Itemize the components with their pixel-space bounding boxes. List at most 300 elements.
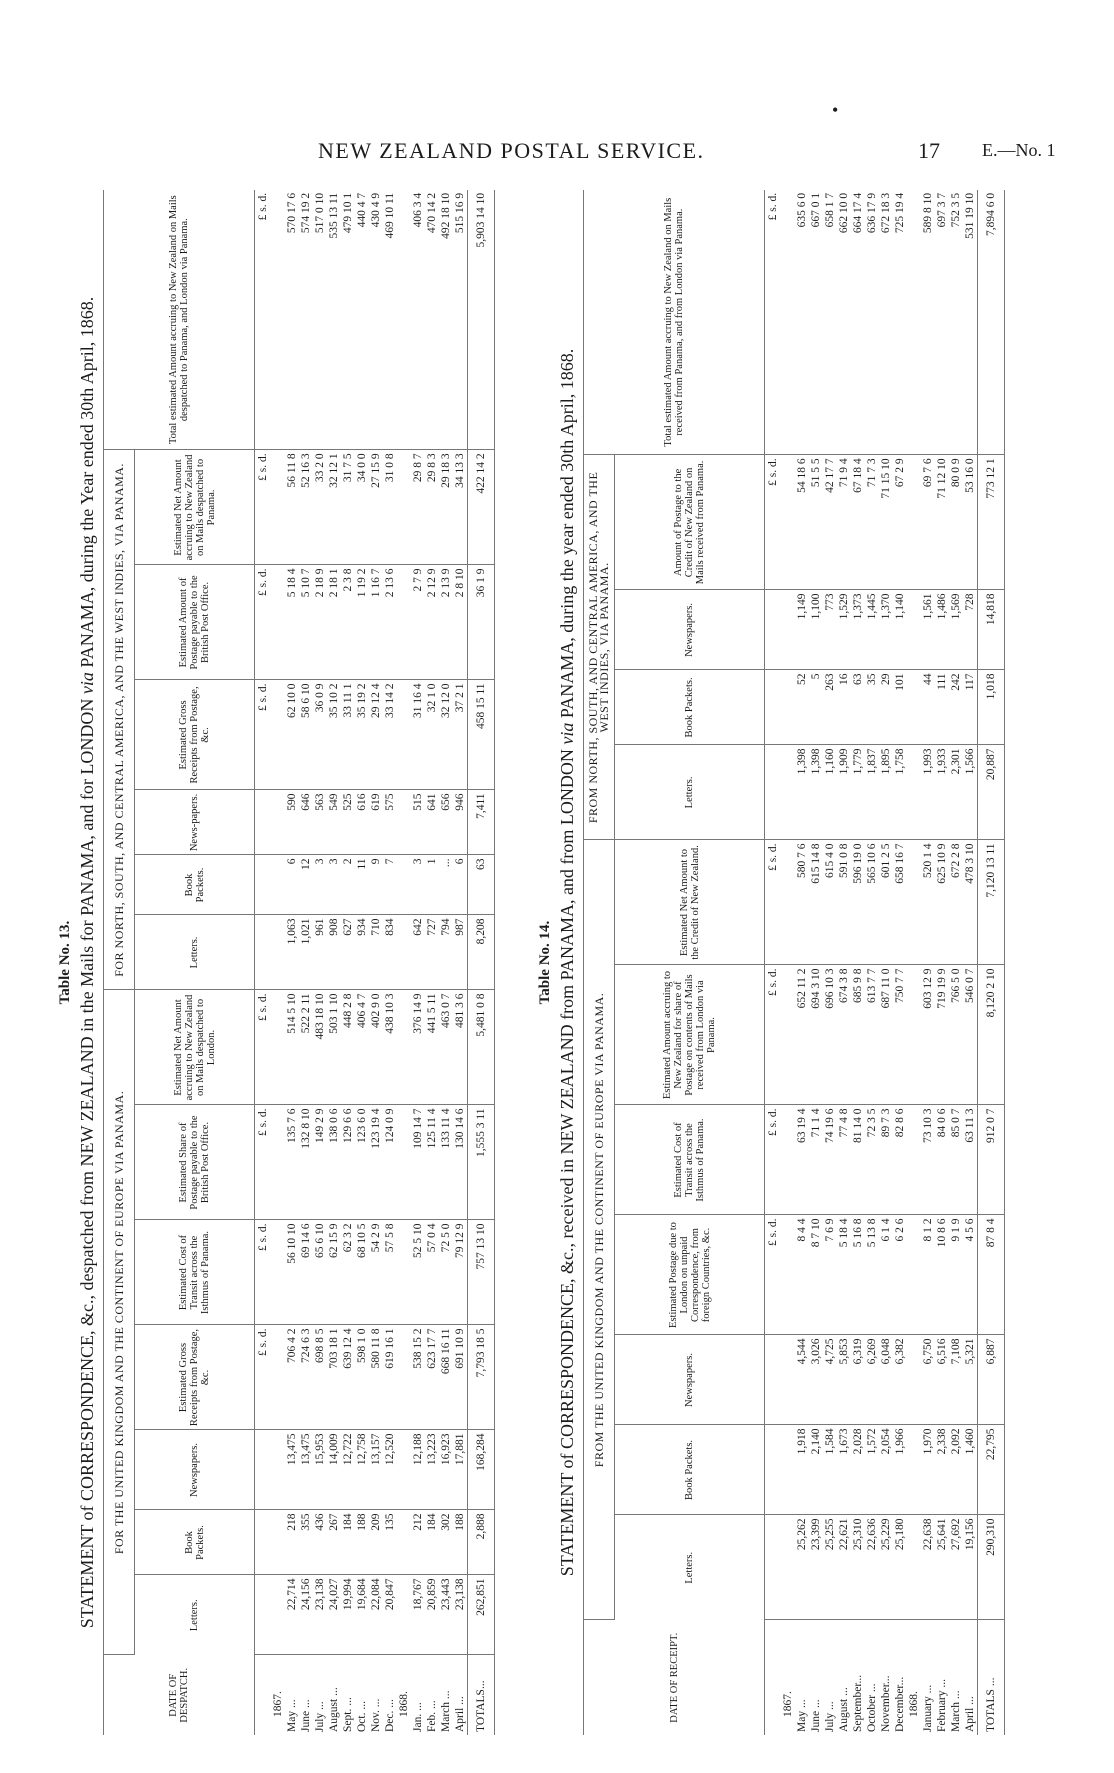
table-cell: 672 2 8 (949, 840, 963, 965)
table-cell: 619 (369, 790, 383, 855)
column-header: Letters. (135, 915, 255, 990)
table-cell: 22,621 (837, 1515, 851, 1620)
units-cell: £ s. d. (255, 1105, 272, 1220)
table-body (765, 190, 1005, 1735)
table-cell: 706 4 2 (285, 1325, 299, 1430)
table-cell: 627 (341, 915, 355, 990)
totals-label: TOTALS... (468, 1655, 495, 1735)
table-caption: STATEMENT of CORRESPONDENCE, &c., received in NEW ZEALAND from PANAMA, and from LONDON via PANAMA, during the year ended 30th April, 1868. (557, 348, 577, 1577)
table-cell: 267 (327, 1510, 341, 1575)
running-title: NEW ZEALAND POSTAL SERVICE. (318, 138, 705, 163)
table-cell: 74 19 6 (823, 1105, 837, 1215)
empty-cell (397, 1430, 411, 1510)
totals-cell: 773 12 1 (978, 455, 1005, 590)
table-cell: 85 0 7 (949, 1105, 963, 1215)
table-cell: 22,714 (285, 1575, 299, 1655)
empty-cell (397, 990, 411, 1105)
empty-cell (781, 1105, 795, 1215)
date-column-header: DATE OF RECEIPT. (584, 1620, 765, 1735)
table-cell: 1,779 (851, 745, 865, 840)
table-cell: 62 10 0 (285, 680, 299, 790)
table-cell: 619 16 1 (383, 1325, 397, 1430)
table-cell: 52 5 10 (411, 1220, 425, 1325)
column-header: Newspapers. (615, 1335, 765, 1425)
table-cell: 34 13 3 (453, 450, 468, 565)
table-cell: 35 10 2 (327, 680, 341, 790)
table-cell: 13,223 (425, 1430, 439, 1510)
table-cell: 36 0 9 (313, 680, 327, 790)
empty-cell (781, 590, 795, 670)
table-cell: 5 18 4 (285, 565, 299, 680)
table-cell: 1,966 (893, 1425, 907, 1515)
totals-cell: 7,894 6 0 (978, 190, 1005, 455)
column-header: Newspapers. (615, 590, 765, 670)
table-cell: 481 3 6 (453, 990, 468, 1105)
table-cell: 15,953 (313, 1430, 327, 1510)
units-cell: £ s. d. (255, 450, 272, 565)
column-header: Book Packets. (615, 1425, 765, 1515)
empty-cell (271, 855, 285, 915)
month-label: October ... (866, 1683, 878, 1732)
table-cell: 29 8 7 (411, 450, 425, 565)
column-header: News-papers. (135, 790, 255, 855)
table-cell: 589 8 10 (921, 190, 935, 455)
table-cell: 1 19 2 (355, 565, 369, 680)
stray-mark: • (832, 100, 839, 120)
table-cell: 63 (851, 670, 865, 745)
table-cell: 67 18 4 (851, 455, 865, 590)
column-header: Estimated Net Amount accruing to New Zealand on Mails despatched to Panama. (135, 450, 255, 565)
table-row (809, 190, 823, 1735)
table-cell: 1,572 (865, 1425, 879, 1515)
table-row (935, 190, 949, 1735)
month-label: April ... (454, 1696, 466, 1732)
table-cell: 625 10 9 (935, 840, 949, 965)
table-cell: 6 1 4 (879, 1215, 893, 1335)
table-cell: 1,460 (963, 1425, 978, 1515)
totals-cell: 7,120 13 11 (978, 840, 1005, 965)
table-cell: 514 5 10 (285, 990, 299, 1105)
table-cell: 728 (963, 590, 978, 670)
totals-cell: 168,284 (468, 1430, 495, 1510)
table-cell: 135 7 6 (285, 1105, 299, 1220)
table-cell: 470 14 2 (425, 190, 439, 450)
table-cell: 123 6 0 (355, 1105, 369, 1220)
table-cell: 77 4 8 (837, 1105, 851, 1215)
units-cell (765, 590, 782, 670)
empty-cell (271, 190, 285, 450)
table-cell: 522 2 11 (299, 990, 313, 1105)
table-cell: 24,027 (327, 1575, 341, 1655)
table-cell: 6 2 6 (893, 1215, 907, 1335)
empty-cell (907, 1335, 921, 1425)
table-cell: 664 17 4 (851, 190, 865, 455)
table-cell: 687 11 0 (879, 965, 893, 1105)
table-cell: 2,028 (851, 1425, 865, 1515)
table-cell: 725 19 4 (893, 190, 907, 455)
caption-via: via (77, 672, 97, 695)
table-cell: 674 3 8 (837, 965, 851, 1105)
table-cell: 946 (453, 790, 468, 855)
table-row (963, 190, 978, 1735)
table-cell: 79 12 9 (453, 1220, 468, 1325)
totals-cell: 63 (468, 855, 495, 915)
table-cell: 2,338 (935, 1425, 949, 1515)
table-cell: 6,048 (879, 1335, 893, 1425)
table-cell: 623 17 7 (425, 1325, 439, 1430)
table-cell: 2 18 9 (313, 565, 327, 680)
table-cell: 111 (935, 670, 949, 745)
totals-cell: 7,793 18 5 (468, 1325, 495, 1430)
empty-cell (271, 565, 285, 680)
column-header: Book Packets. (135, 1510, 255, 1575)
totals-cell: 5,903 14 10 (468, 190, 495, 450)
totals-cell: 262,851 (468, 1575, 495, 1655)
month-label: December... (894, 1676, 906, 1732)
table-row (453, 190, 468, 1735)
table-cell: 72 3 5 (865, 1105, 879, 1215)
table-cell: 8 4 4 (795, 1215, 809, 1335)
table-cell: 80 0 9 (949, 455, 963, 590)
table-cell: 1,837 (865, 745, 879, 840)
table-body (255, 190, 495, 1735)
table-cell: 13,475 (299, 1430, 313, 1510)
table-cell: 12 (299, 855, 313, 915)
table-cell: 31 7 5 (341, 450, 355, 565)
table-cell: 57 5 8 (383, 1220, 397, 1325)
table-cell: 4,725 (823, 1335, 837, 1425)
empty-cell (397, 190, 411, 450)
table-cell: 515 (411, 790, 425, 855)
column-header: Amount of Postage to the Credit of New Zealand on Mails received from Panama. (615, 455, 765, 590)
table-cell: 132 8 10 (299, 1105, 313, 1220)
table-row (851, 190, 865, 1735)
totals-cell: 757 13 10 (468, 1220, 495, 1325)
totals-cell: 422 14 2 (468, 450, 495, 565)
month-label: Sept. ... (342, 1697, 354, 1732)
table-cell: 596 19 0 (851, 840, 865, 965)
table-cell: 188 (453, 1510, 468, 1575)
table-cell: 58 6 10 (299, 680, 313, 790)
table-cell: 668 16 11 (439, 1325, 453, 1430)
month-label: May ... (796, 1699, 808, 1732)
table-cell: 1,970 (921, 1425, 935, 1515)
totals-label: TOTALS ... (978, 1620, 1005, 1735)
table-cell: 463 0 7 (439, 990, 453, 1105)
group-header-europe: FROM THE UNITED KINGDOM AND THE CONTINENT OF EUROPE VIA PANAMA. (584, 840, 615, 1620)
table-cell: 13,157 (369, 1430, 383, 1510)
table-cell: 575 (383, 790, 397, 855)
table-cell: 22,636 (865, 1515, 879, 1620)
table-cell: 7 (383, 855, 397, 915)
group-header-america: FROM NORTH, SOUTH, AND CENTRAL AMERICA, AND THE WEST INDIES, VIA PANAMA. (584, 455, 615, 840)
table-cell: 406 4 7 (355, 990, 369, 1105)
table-cell: 25,180 (893, 1515, 907, 1620)
empty-cell (397, 1220, 411, 1325)
month-label: September... (852, 1674, 864, 1732)
table-row (383, 190, 397, 1735)
table-cell: 724 6 3 (299, 1325, 313, 1430)
column-header: Estimated Gross Receipts from Postage, &c. (135, 1325, 255, 1430)
table-row (921, 190, 935, 1735)
table-cell: 1,673 (837, 1425, 851, 1515)
table-row (893, 190, 907, 1735)
table-cell: 71 15 10 (879, 455, 893, 590)
year-row (907, 190, 921, 1735)
table-cell: 603 12 9 (921, 965, 935, 1105)
table-cell: 752 3 5 (949, 190, 963, 455)
table-cell: 71 7 3 (865, 455, 879, 590)
table-cell: 402 9 0 (369, 990, 383, 1105)
table-cell: 691 10 9 (453, 1325, 468, 1430)
table-cell: 1,370 (879, 590, 893, 670)
table-cell: 598 1 0 (355, 1325, 369, 1430)
table-cell: 12,188 (411, 1430, 425, 1510)
table-cell: 44 (921, 670, 935, 745)
table-cell: 546 0 7 (963, 965, 978, 1105)
table-cell: 109 14 7 (411, 1105, 425, 1220)
units-cell (765, 1425, 782, 1515)
table-cell: 69 7 6 (921, 455, 935, 590)
table-cell: 376 14 9 (411, 990, 425, 1105)
table-cell: 636 17 9 (865, 190, 879, 455)
table-cell: 12,722 (341, 1430, 355, 1510)
table-cell: 212 (411, 1510, 425, 1575)
month-label: November... (880, 1675, 892, 1732)
table-cell: 67 2 9 (893, 455, 907, 590)
table-cell: 27,692 (949, 1515, 963, 1620)
table-cell: 73 10 3 (921, 1105, 935, 1215)
table-cell: 5 10 7 (299, 565, 313, 680)
empty-cell (907, 455, 921, 590)
units-row (255, 190, 272, 1735)
table-cell: 8 1 2 (921, 1215, 935, 1335)
table-cell: 149 2 9 (313, 1105, 327, 1220)
empty-cell (271, 450, 285, 565)
table-cell: 697 3 7 (935, 190, 949, 455)
empty-cell (397, 565, 411, 680)
month-label: Jan. ... (412, 1702, 424, 1732)
table-cell: 406 3 4 (411, 190, 425, 450)
table-cell: 9 (369, 855, 383, 915)
table-cell: 2,140 (809, 1425, 823, 1515)
units-row (765, 190, 782, 1735)
table-cell: 5,321 (963, 1335, 978, 1425)
table-cell: 1,398 (795, 745, 809, 840)
table-cell: 218 (285, 1510, 299, 1575)
table-cell: 525 (341, 790, 355, 855)
table-cell: 22,084 (369, 1575, 383, 1655)
table-cell: 503 1 10 (327, 990, 341, 1105)
date-column-header: DATE OF DESPATCH. (104, 1655, 255, 1735)
table-cell: 184 (341, 1510, 355, 1575)
table-cell: 56 10 10 (285, 1220, 299, 1325)
header-row-groups (104, 190, 135, 1735)
month-label: Dec. ... (384, 1699, 396, 1732)
empty-cell (907, 965, 921, 1105)
table-cell: 68 10 5 (355, 1220, 369, 1325)
table-cell: 492 18 10 (439, 190, 453, 450)
table-cell: 662 10 0 (837, 190, 851, 455)
month-label: May ... (286, 1699, 298, 1732)
month-label: June ... (300, 1699, 312, 1732)
rotated-tables-area (57, 190, 1037, 1735)
table-cell: 138 0 6 (327, 1105, 341, 1220)
year-label: 1867. (782, 1691, 794, 1717)
totals-cell: 8,120 2 10 (978, 965, 1005, 1105)
table-cell: 25,262 (795, 1515, 809, 1620)
empty-cell (781, 965, 795, 1105)
table-cell: 478 3 10 (963, 840, 978, 965)
empty-cell (907, 670, 921, 745)
empty-cell (271, 1325, 285, 1430)
table-cell: 580 7 6 (795, 840, 809, 965)
table-cell: 52 (795, 670, 809, 745)
table-cell: 1 (425, 855, 439, 915)
table-cell: 5,853 (837, 1335, 851, 1425)
table-cell: 5 18 4 (837, 1215, 851, 1335)
table-cell: 448 2 8 (341, 990, 355, 1105)
table-cell: 2 8 10 (453, 565, 468, 680)
table-cell: 639 12 4 (341, 1325, 355, 1430)
table-cell: 646 (299, 790, 313, 855)
table-cell: 8 7 10 (809, 1215, 823, 1335)
empty-cell (397, 1105, 411, 1220)
empty-cell (907, 745, 921, 840)
empty-cell (781, 745, 795, 840)
table-cell: 19,684 (355, 1575, 369, 1655)
table-cell: 1,140 (893, 590, 907, 670)
table-head (584, 190, 765, 1735)
empty-cell (907, 1105, 921, 1215)
empty-cell (397, 855, 411, 915)
empty-cell (781, 190, 795, 455)
table-cell: 263 (823, 670, 837, 745)
table-cell: 57 0 4 (425, 1220, 439, 1325)
table-cell: 9 1 9 (949, 1215, 963, 1335)
units-cell (765, 1515, 782, 1620)
month-label: February ... (936, 1678, 948, 1732)
empty-cell (397, 680, 411, 790)
table-cell: 1,445 (865, 590, 879, 670)
group-header-europe: FOR THE UNITED KINGDOM AND THE CONTINENT OF EUROPE VIA PANAMA. (104, 990, 135, 1655)
table-cell: 124 0 9 (383, 1105, 397, 1220)
table-cell: 35 (865, 670, 879, 745)
table-cell: 23,443 (439, 1575, 453, 1655)
table-cell: 641 (425, 790, 439, 855)
table-cell: 6,382 (893, 1335, 907, 1425)
header-row-groups (584, 190, 615, 1735)
units-cell: £ s. d. (765, 1105, 782, 1215)
table-cell: 517 0 10 (313, 190, 327, 450)
table-cell: 71 9 4 (837, 455, 851, 590)
table-cell: 672 18 3 (879, 190, 893, 455)
page-number: 17 (918, 138, 940, 163)
table-cell: 27 15 9 (369, 450, 383, 565)
table-cell: 23,138 (313, 1575, 327, 1655)
table-row (341, 190, 355, 1735)
table-cell: 642 (411, 915, 425, 990)
table-cell: 1,895 (879, 745, 893, 840)
totals-cell: 290,310 (978, 1515, 1005, 1620)
table-cell: 16,923 (439, 1430, 453, 1510)
table-cell: 479 10 1 (341, 190, 355, 450)
totals-cell: 14,818 (978, 590, 1005, 670)
table-cell: 1,918 (795, 1425, 809, 1515)
empty-cell (397, 450, 411, 565)
table-cell: 25,229 (879, 1515, 893, 1620)
empty-cell (781, 1425, 795, 1515)
empty-cell (271, 915, 285, 990)
group-header-america: FOR NORTH, SOUTH, AND CENTRAL AMERICA, AND THE WEST INDIES, VIA PANAMA. (104, 450, 135, 990)
totals-row (468, 190, 495, 1735)
table-cell: 563 (313, 790, 327, 855)
table-cell: 42 17 7 (823, 455, 837, 590)
table-cell: 209 (369, 1510, 383, 1575)
table-cell: 1,160 (823, 745, 837, 840)
table-cell: 727 (425, 915, 439, 990)
table-cell: 81 14 0 (851, 1105, 865, 1215)
table-cell: 2 13 9 (439, 565, 453, 680)
table-cell: 934 (355, 915, 369, 990)
table-cell: 1,569 (949, 590, 963, 670)
table-cell: 3 (327, 855, 341, 915)
table-cell: 1,933 (935, 745, 949, 840)
table-cell: 1,149 (795, 590, 809, 670)
table-cell: 591 0 8 (837, 840, 851, 965)
totals-cell: 7,411 (468, 790, 495, 855)
table-row (285, 190, 299, 1735)
table-cell: 33 14 2 (383, 680, 397, 790)
table-cell: ... (439, 855, 453, 915)
table-cell: 71 1 4 (809, 1105, 823, 1215)
table-cell: 18,767 (411, 1575, 425, 1655)
table-row (949, 190, 963, 1735)
table-cell: 71 12 10 (935, 455, 949, 590)
column-header: Estimated Share of Postage payable to the British Post Office. (135, 1105, 255, 1220)
totals-row (978, 190, 1005, 1735)
year-row (271, 190, 285, 1735)
table-cell: 5 13 8 (865, 1215, 879, 1335)
table-cell: 698 8 5 (313, 1325, 327, 1430)
month-label: March ... (440, 1690, 452, 1732)
table-cell: 2 7 9 (411, 565, 425, 680)
table-cell: 4 5 6 (963, 1215, 978, 1335)
table-cell: 1,398 (809, 745, 823, 840)
table-cell: 123 19 4 (369, 1105, 383, 1220)
table-cell: 658 1 7 (823, 190, 837, 455)
table-cell: 520 1 4 (921, 840, 935, 965)
month-label: Nov. ... (370, 1698, 382, 1732)
table-cell: 31 16 4 (411, 680, 425, 790)
table-row (865, 190, 879, 1735)
table-cell: 430 4 9 (369, 190, 383, 450)
table-cell: 590 (285, 790, 299, 855)
table-cell: 5 (809, 670, 823, 745)
table-cell: 20,859 (425, 1575, 439, 1655)
empty-cell (781, 1335, 795, 1425)
column-header: Newspapers. (135, 1430, 255, 1510)
table-cell: 6 (285, 855, 299, 915)
units-cell (255, 855, 272, 915)
table-cell: 440 4 7 (355, 190, 369, 450)
table-cell: 355 (299, 1510, 313, 1575)
table-cell: 794 (439, 915, 453, 990)
table-cell: 129 6 6 (341, 1105, 355, 1220)
table-cell: 696 10 3 (823, 965, 837, 1105)
units-cell (765, 745, 782, 840)
column-header: Book Packets. (135, 855, 255, 915)
